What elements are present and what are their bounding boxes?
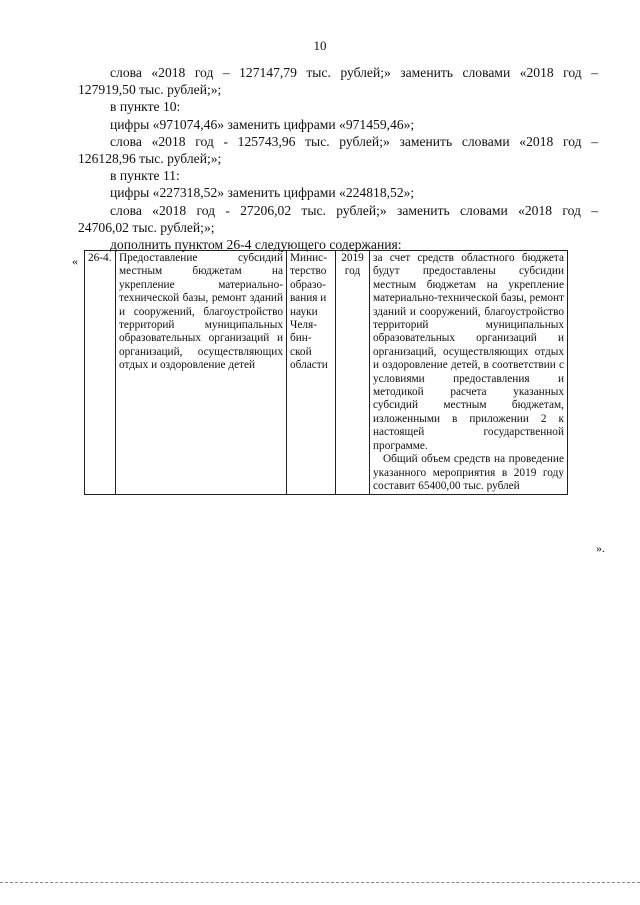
paragraph-line: в пункте 11: bbox=[110, 168, 180, 184]
executor-line: области bbox=[290, 359, 328, 372]
paragraph-line: 127919,50 тыс. рублей;»; bbox=[78, 82, 222, 98]
executor-line: терство bbox=[290, 265, 327, 278]
result-total-paragraph: Общий объем средств на проведение указанного мероприятия в 2019 году составит 65400,00 тыс. рублей bbox=[373, 453, 564, 492]
closing-quote: ». bbox=[596, 541, 605, 555]
executor-cell bbox=[287, 251, 336, 495]
opening-quote: « bbox=[72, 254, 78, 268]
result-paragraph: за счет средств областного бюджета будут предоставлены субсидии местным бюджетам на укрепление материально-технической базы, ремонт зданий и сооружений, благоустройство территорий муниципальных образовательных организаций и организаций, осуществляющих отдых и оздоровление детей, в соответствии с условиями предоставления и методикой расчета указанных субсидий местным бюджетам, изложенными в приложении 2 к настоящей государственной программе. bbox=[373, 252, 564, 452]
executor-line: бин- bbox=[290, 332, 312, 345]
amendment-text bbox=[78, 64, 598, 253]
event-description-cell: Предоставление субсидий местным бюджетам на укрепление материально-технической базы, ремонт зданий и сооружений, благоустройство территорий муниципальных образовательных организаций и организаций, осуществляющих отдых и оздоровление детей bbox=[116, 251, 287, 495]
paragraph-line: слова «2018 год - 27206,02 тыс. рублей;» заменить словами «2018 год – bbox=[110, 202, 598, 218]
executor-line: науки bbox=[290, 305, 318, 318]
paragraph-line: цифры «971074,46» заменить цифрами «971459,46»; bbox=[110, 116, 415, 132]
paragraph-line: 24706,02 тыс. рублей;»; bbox=[78, 219, 215, 235]
executor-line: ской bbox=[290, 345, 312, 358]
page-number: 10 bbox=[313, 38, 327, 53]
item-number-cell: 26-4. bbox=[85, 251, 116, 495]
inserted-point-table bbox=[84, 250, 568, 495]
table-row bbox=[85, 251, 568, 495]
paragraph-line: слова «2018 год - 125743,96 тыс. рублей;» заменить словами «2018 год – bbox=[110, 133, 598, 149]
footer-rule bbox=[0, 882, 640, 884]
executor-line: образо- bbox=[290, 278, 326, 291]
paragraph-line: в пункте 10: bbox=[110, 99, 181, 115]
paragraph-line: 126128,96 тыс. рублей;»; bbox=[78, 151, 222, 167]
executor-line: вания и bbox=[290, 292, 327, 305]
paragraph-line: слова «2018 год – 127147,79 тыс. рублей;» заменить словами «2018 год – bbox=[110, 65, 598, 80]
year-cell: 2019 год bbox=[336, 251, 370, 495]
executor-line: Челя- bbox=[290, 319, 317, 332]
paragraph-line: цифры «227318,52» заменить цифрами «224818,52»; bbox=[110, 185, 415, 201]
paragraph-line: дополнить пунктом 26-4 следующего содержания: bbox=[110, 237, 402, 253]
result-cell bbox=[370, 251, 568, 495]
executor-line: Минис- bbox=[290, 252, 327, 264]
